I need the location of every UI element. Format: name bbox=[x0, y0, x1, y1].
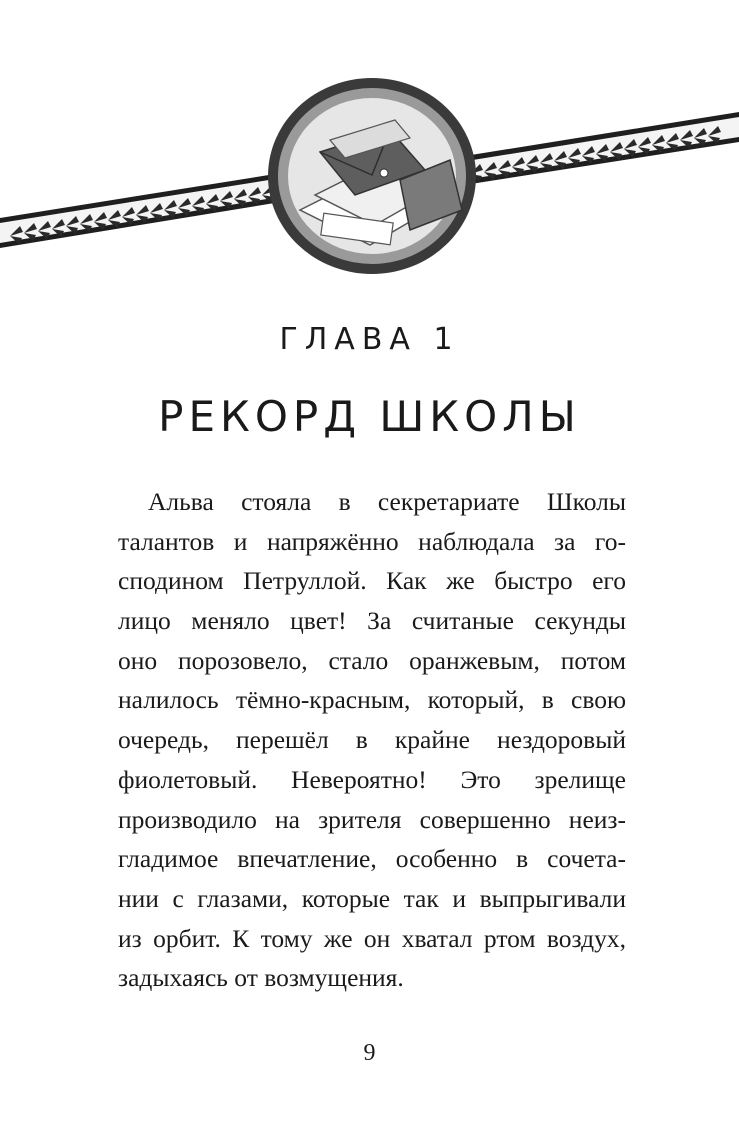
text-line: налилось тёмно-красным, который, в свою bbox=[118, 685, 626, 715]
text-line: фиолетовый. Невероятно! Это зрелище bbox=[118, 764, 626, 794]
text-line: сподином Петруллой. Как же быстро его bbox=[118, 566, 626, 596]
chapter-title: РЕКОРД ШКОЛЫ bbox=[158, 392, 581, 441]
left-ribbon-band bbox=[0, 170, 305, 248]
chapter-banner-illustration bbox=[0, 60, 739, 280]
text-line: гладимое впечатление, особенно в сочета- bbox=[118, 844, 626, 874]
chapter-label: ГЛАВА 1 bbox=[279, 322, 460, 357]
page-number: 9 bbox=[363, 1040, 376, 1066]
text-line: задыхаясь от возмущения. bbox=[118, 963, 404, 993]
text-line: нии с глазами, которые так и выпрыгивали bbox=[118, 883, 626, 913]
text-line: лицо меняло цвет! За считаные секунды bbox=[118, 606, 626, 636]
text-line: из орбит. К тому же он хватал ртом воздух, bbox=[118, 923, 626, 953]
text-line: Альва стояла в секретариате Школы bbox=[148, 487, 626, 516]
text-line: талантов и напряжённо наблюдала за го- bbox=[118, 526, 626, 556]
envelopes-medallion bbox=[268, 78, 476, 274]
chapter-body-text bbox=[118, 482, 626, 998]
text-line: производило на зрителя совершенно неиз- bbox=[118, 804, 626, 834]
text-line: оно порозовело, стало оранжевым, потом bbox=[118, 645, 626, 675]
right-ribbon-band bbox=[440, 112, 739, 188]
text-line: очередь, перешёл в крайне нездоровый bbox=[118, 725, 626, 755]
